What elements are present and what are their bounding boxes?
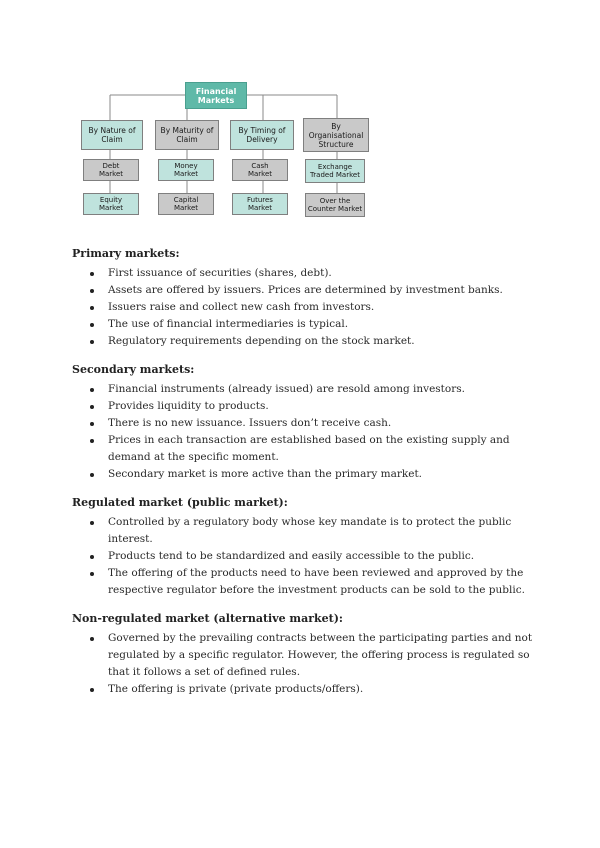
node-by-organisational-structure: By Organisational Structure: [303, 118, 369, 152]
bullet-list: [72, 381, 542, 483]
document-body: [72, 246, 542, 710]
bullet-list: [72, 265, 542, 350]
node-futures-market: Futures Market: [232, 193, 288, 215]
section-primary-markets: [72, 246, 542, 350]
list-item: Products tend to be standardized and easily accessible to the public.: [108, 548, 542, 565]
node-by-timing-of-delivery: By Timing of Delivery: [230, 120, 294, 150]
list-item: Regulatory requirements depending on the stock market.: [108, 333, 542, 350]
list-item: There is no new issuance. Issuers don’t receive cash.: [108, 415, 542, 432]
list-item: Controlled by a regulatory body whose key mandate is to protect the public interest.: [108, 514, 542, 548]
financial-markets-diagram: [75, 78, 375, 228]
list-item: The offering is private (private products/offers).: [108, 681, 542, 698]
node-by-nature-of-claim: By Nature of Claim: [81, 120, 143, 150]
node-equity-market: Equity Market: [83, 193, 139, 215]
section-heading: Regulated market (public market):: [72, 496, 288, 509]
section-heading: Primary markets:: [72, 247, 180, 260]
list-item: First issuance of securities (shares, debt).: [108, 265, 542, 282]
node-money-market: Money Market: [158, 159, 214, 181]
list-item: The offering of the products need to have been reviewed and approved by the respective regulator before the investment products can be sold to the public.: [108, 565, 542, 599]
node-debt-market: Debt Market: [83, 159, 139, 181]
list-item: Secondary market is more active than the primary market.: [108, 466, 542, 483]
node-cash-market: Cash Market: [232, 159, 288, 181]
bullet-list: [72, 630, 542, 698]
section-heading: Secondary markets:: [72, 363, 195, 376]
section-secondary-markets: [72, 362, 542, 483]
node-by-maturity-of-claim: By Maturity of Claim: [155, 120, 219, 150]
section-heading: Non-regulated market (alternative market):: [72, 612, 343, 625]
list-item: The use of financial intermediaries is typical.: [108, 316, 542, 333]
section-non-regulated-market: [72, 611, 542, 698]
node-over-the-counter-market: Over the Counter Market: [305, 193, 365, 217]
list-item: Governed by the prevailing contracts between the participating parties and not regulated by a specific regulator. However, the offering process is regulated so that it follows a set of defined rules.: [108, 630, 542, 681]
list-item: Prices in each transaction are established based on the existing supply and demand at the specific moment.: [108, 432, 542, 466]
bullet-list: [72, 514, 542, 599]
list-item: Financial instruments (already issued) are resold among investors.: [108, 381, 542, 398]
node-capital-market: Capital Market: [158, 193, 214, 215]
list-item: Issuers raise and collect new cash from investors.: [108, 299, 542, 316]
list-item: Assets are offered by issuers. Prices are determined by investment banks.: [108, 282, 542, 299]
list-item: Provides liquidity to products.: [108, 398, 542, 415]
node-exchange-traded-market: Exchange Traded Market: [305, 159, 365, 183]
diagram-root-node: Financial Markets: [185, 82, 247, 109]
section-regulated-market: [72, 495, 542, 599]
